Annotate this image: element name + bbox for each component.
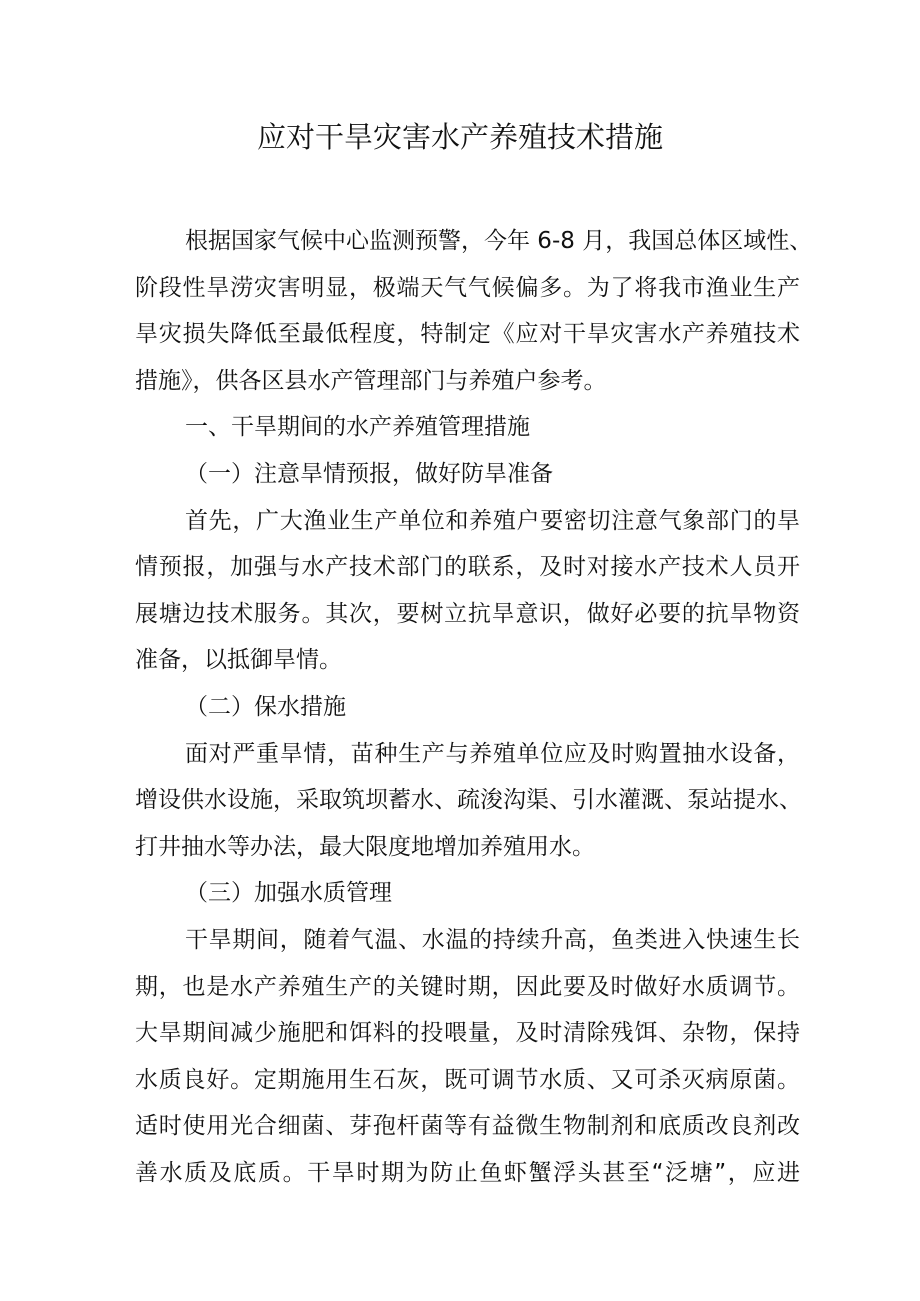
subsection-heading: （二）保水措施 [185,693,346,720]
paragraph-line: 打井抽水等办法，最大限度地增加养殖用水。 [135,833,595,860]
subsection-heading: （一）注意旱情预报，做好防旱准备 [185,460,553,487]
paragraph-line: 干旱期间，随着气温、水温的持续升高，鱼类进入快速生长 [185,926,800,953]
paragraph-line: 准备，以抵御旱情。 [135,647,342,674]
paragraph-line: 旱灾损失降低至最低程度，特制定《应对干旱灾害水产养殖技术 [135,321,800,348]
document-title: 应对干旱灾害水产养殖技术措施 [256,120,663,154]
paragraph-line: 大旱期间减少施肥和饵料的投喂量，及时清除残饵、杂物，保持 [135,1020,800,1047]
paragraph-line: 阶段性旱涝灾害明显，极端天气气候偏多。为了将我市渔业生产 [135,274,800,301]
paragraph-line: 展塘边技术服务。其次，要树立抗旱意识，做好必要的抗旱物资 [135,600,800,627]
paragraph-line: 期，也是水产养殖生产的关键时期，因此要及时做好水质调节。 [135,973,800,1000]
paragraph-line: 根据国家气候中心监测预警，今年 6-8 月，我国总体区域性、 [185,228,813,254]
paragraph-line: 善水质及底质。干旱时期为防止鱼虾蟹浮头甚至“泛塘”，应进 [135,1159,800,1186]
paragraph-line: 措施》，供各区县水产管理部门与养殖户参考。 [135,367,607,394]
paragraph-line: 情预报，加强与水产技术部门的联系，及时对接水产技术人员开 [135,554,800,581]
paragraph-line: 水质良好。定期施用生石灰，既可调节水质、又可杀灭病原菌。 [135,1066,800,1093]
subsection-heading: （三）加强水质管理 [185,880,392,907]
paragraph-line: 适时使用光合细菌、芽孢杆菌等有益微生物制剂和底质改良剂改 [135,1113,800,1140]
paragraph-line: 增设供水设施，采取筑坝蓄水、疏浚沟渠、引水灌溉、泵站提水、 [135,787,802,814]
document-body [135,218,813,1196]
section-heading: 一、干旱期间的水产养殖管理措施 [185,414,530,441]
paragraph-line: 首先，广大渔业生产单位和养殖户要密切注意气象部门的旱 [185,507,800,534]
paragraph-line: 面对严重旱情，苗种生产与养殖单位应及时购置抽水设备， [185,740,800,767]
